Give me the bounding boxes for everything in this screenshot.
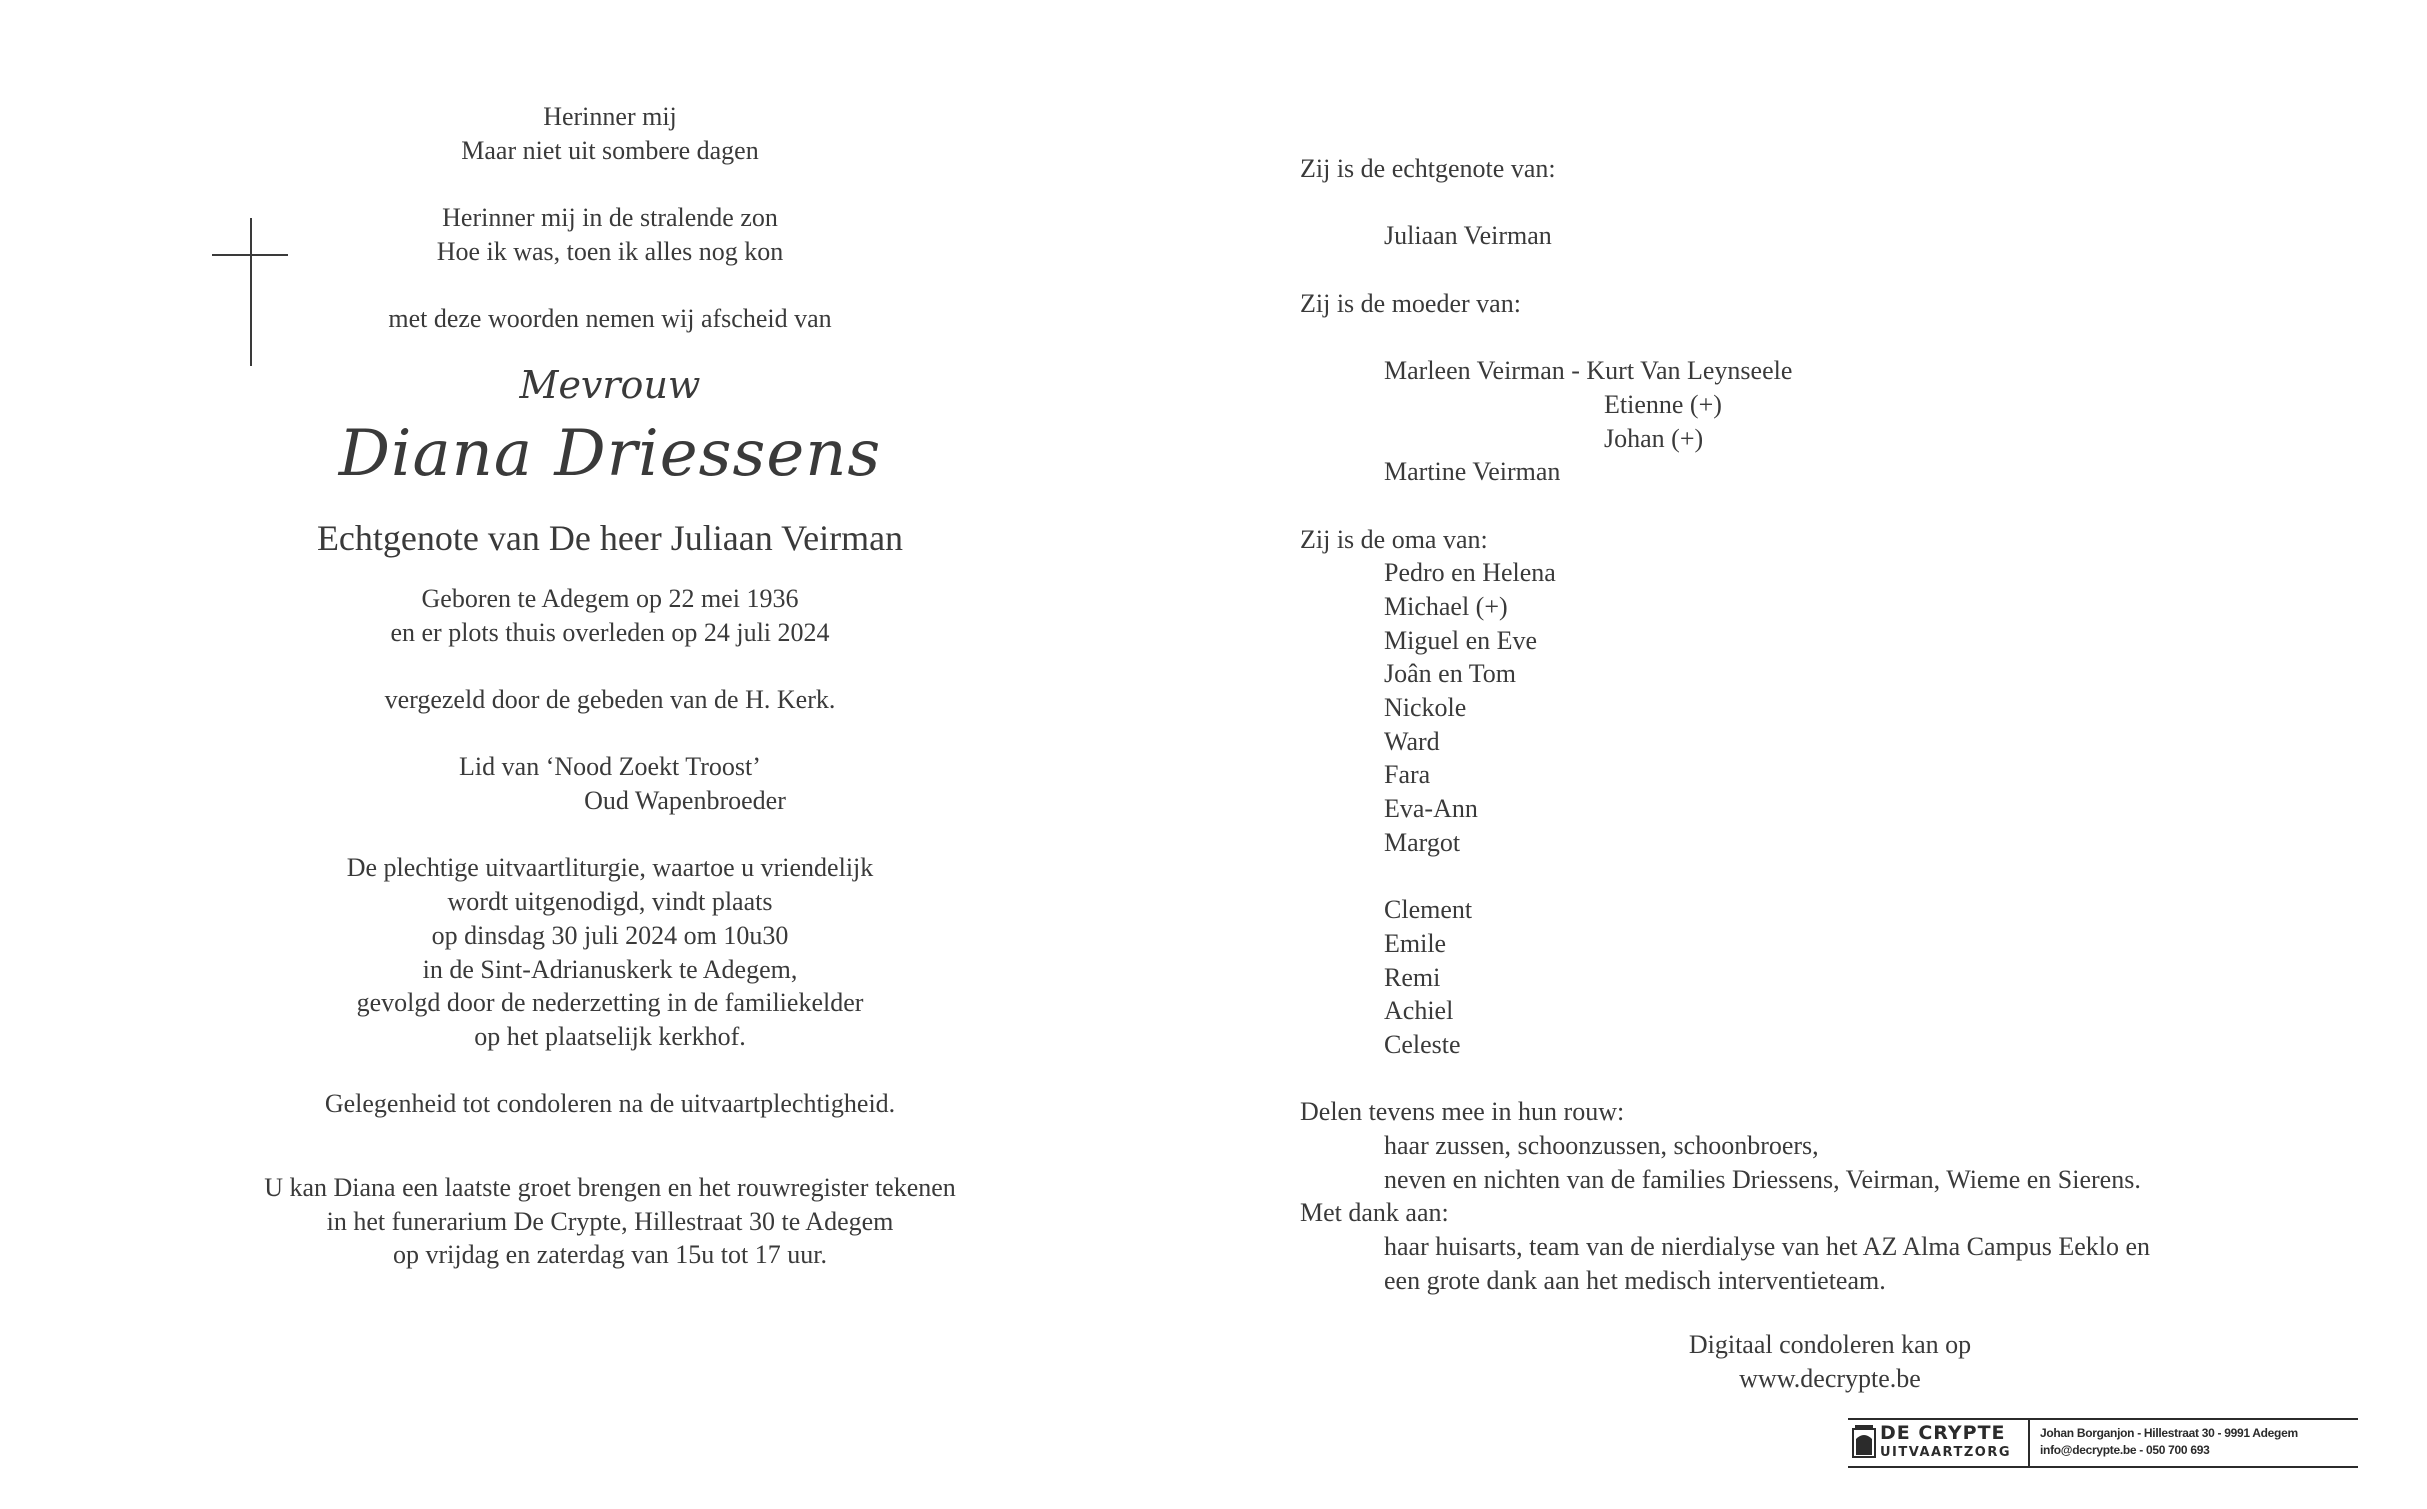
thanks-line: haar huisarts, team van de nierdialyse van het AZ Alma Campus Eeklo en	[1384, 1232, 2151, 1261]
grandchild-item: Margot	[1384, 827, 1461, 857]
great-grandchild-item: Remi	[1384, 962, 1441, 992]
spouse-name: Juliaan Veirman	[1384, 221, 1552, 251]
deceased-name: Diana Driessens	[338, 416, 882, 491]
online-condolences	[1530, 1328, 2130, 1395]
crypte-logo-icon	[1852, 1425, 1876, 1459]
ceremony-line: op het plaatselijk kerkhof.	[474, 1021, 746, 1051]
ceremony-line: in de Sint-Adrianuskerk te Adegem,	[422, 954, 798, 984]
great-grandchild-item: Emile	[1384, 928, 1447, 958]
thanks-line: een grote dank aan het medisch interventieteam.	[1384, 1265, 1886, 1295]
right-panel	[1300, 152, 2350, 1297]
poem-line-2: Maar niet uit sombere dagen	[461, 135, 759, 165]
born-line: Geboren te Adegem op 22 mei 1936	[421, 583, 799, 613]
prayers-line: vergezeld door de gebeden van de H. Kerk.	[384, 684, 836, 714]
grandchild-item: Joân en Tom	[1384, 659, 1517, 689]
contact-address: Johan Borganjon - Hillestraat 30 - 9991 Adegem	[2040, 1426, 2298, 1440]
spouse-line: Echtgenote van De heer Juliaan Veirman	[316, 517, 904, 558]
ceremony-line: op dinsdag 30 juli 2024 om 10u30	[431, 920, 789, 950]
ceremony-line: gevolgd door de nederzetting in de familiekelder	[356, 988, 864, 1018]
grandchildren-heading: Zij is de oma van:	[1300, 524, 1488, 554]
children-heading: Zij is de moeder van:	[1300, 288, 1521, 318]
poem-line-3: Herinner mij in de stralende zon	[442, 203, 778, 233]
deceased-title: Mevrouw	[519, 362, 701, 407]
brand-name: DE CRYPTE	[1880, 1422, 2006, 1444]
great-grandchild-item: Achiel	[1384, 996, 1454, 1026]
contact-email-phone: info@decrypte.be - 050 700 693	[2040, 1443, 2210, 1457]
grandchild-item: Michael (+)	[1384, 591, 1508, 621]
grandchild-item: Fara	[1384, 760, 1431, 790]
grandchild-item: Pedro en Helena	[1384, 558, 1556, 588]
grandchild-item: Miguel en Eve	[1384, 625, 1538, 655]
spouse-heading: Zij is de echtgenote van:	[1300, 154, 1556, 183]
grandchild-item: Nickole	[1384, 693, 1467, 722]
child-item: Marleen Veirman - Kurt Van Leynseele	[1384, 356, 1793, 386]
child-sub-item: Etienne (+)	[1604, 389, 1722, 419]
member-line-1: Lid van ‘Nood Zoekt Troost’	[459, 752, 761, 782]
funeral-home-footer	[1848, 1418, 2358, 1468]
also-mourning-line: neven en nichten van de families Driessens, Veirman, Wieme en Sierens.	[1384, 1164, 2141, 1194]
died-line: en er plots thuis overleden op 24 juli 2024	[390, 617, 830, 647]
grandchild-item: Eva-Ann	[1384, 794, 1478, 824]
online-condolences-text: Digitaal condoleren kan op	[1688, 1330, 1972, 1359]
child-sub-item: Johan (+)	[1604, 423, 1704, 453]
farewell-line: met deze woorden nemen wij afscheid van	[388, 304, 832, 334]
ceremony-line: wordt uitgenodigd, vindt plaats	[447, 887, 773, 917]
great-grandchild-item: Clement	[1384, 895, 1473, 925]
visit-line: U kan Diana een laatste groet brengen en het rouwregister tekenen	[264, 1173, 956, 1203]
thanks-heading: Met dank aan:	[1300, 1198, 1449, 1228]
child-item: Martine Veirman	[1384, 457, 1561, 487]
poem-line-1: Herinner mij	[543, 102, 677, 131]
also-mourning-heading: Delen tevens mee in hun rouw:	[1300, 1097, 1625, 1127]
brand-subtitle: UITVAARTZORG	[1880, 1445, 2012, 1460]
ceremony-line: De plechtige uitvaartliturgie, waartoe u vriendelijk	[346, 853, 874, 883]
condolences-line: Gelegenheid tot condoleren na de uitvaartplechtigheid.	[324, 1089, 896, 1119]
visit-line: in het funerarium De Crypte, Hillestraat 30 te Adegem	[326, 1206, 894, 1236]
website-link[interactable]: www.decrypte.be	[1739, 1363, 1921, 1393]
visit-line: op vrijdag en zaterdag van 15u tot 17 uur.	[393, 1240, 827, 1270]
great-grandchild-item: Celeste	[1384, 1029, 1461, 1059]
grandchild-item: Ward	[1384, 726, 1440, 756]
left-panel	[150, 100, 1070, 1272]
member-line-2: Oud Wapenbroeder	[584, 786, 786, 816]
poem-line-4: Hoe ik was, toen ik alles nog kon	[436, 236, 784, 266]
also-mourning-line: haar zussen, schoonzussen, schoonbroers,	[1384, 1130, 1819, 1160]
